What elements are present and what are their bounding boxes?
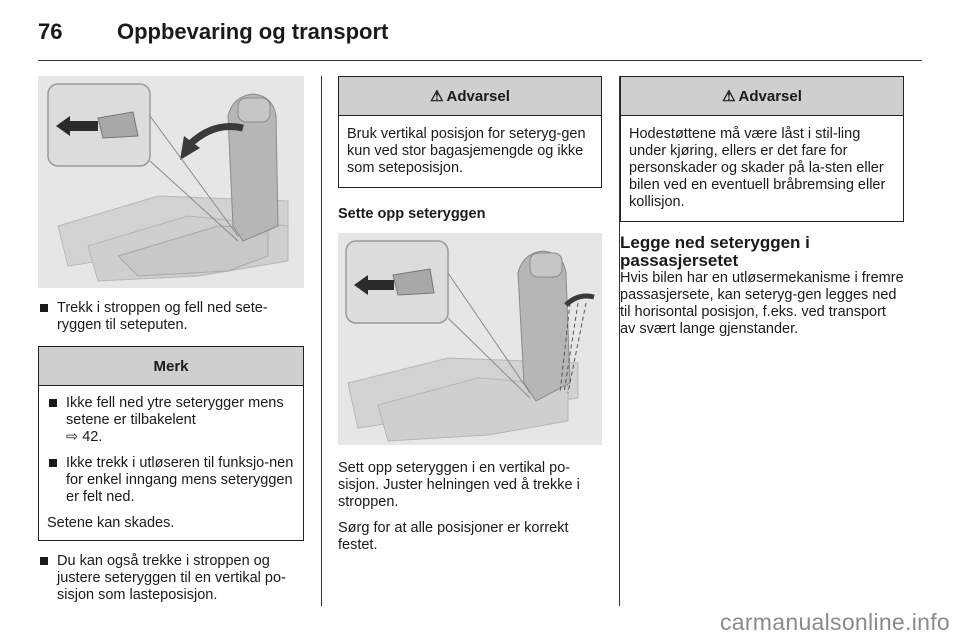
column-divider xyxy=(321,76,322,606)
column-1 xyxy=(38,76,304,604)
note-box xyxy=(38,346,304,541)
column-2 xyxy=(338,76,602,554)
seat-raise-illustration xyxy=(338,233,602,445)
warning-title xyxy=(621,77,903,116)
column-3 xyxy=(620,76,904,338)
list-item-text: Trekk i stroppen og fell ned sete-ryggen til seteputen. xyxy=(57,300,268,333)
page-number: 76 xyxy=(38,19,63,44)
note-footer: Setene kan skades. xyxy=(47,515,175,531)
bullet-square-icon xyxy=(40,557,48,565)
page-title: Oppbevaring og transport xyxy=(117,19,389,44)
list-item-text: Du kan også trekke i stroppen og justere seteryggen til en vertikal po-sisjon som lasteposisjon. xyxy=(57,553,286,603)
warning-box xyxy=(338,76,602,188)
page-reference-icon: ⇨ xyxy=(66,429,79,445)
warning-triangle-icon: ⚠ xyxy=(722,88,736,105)
warning-text: Bruk vertikal posisjon for seteryg-gen kun ved stor bagasjemengde og ikke som seteposisjon. xyxy=(347,126,586,176)
warning-box xyxy=(620,76,904,222)
paragraph: Sørg for at alle posisjoner er korrekt festet. xyxy=(338,520,569,553)
paragraph: Hvis bilen har en utløsermekanisme i fremre passasjersete, kan seteryg-gen legges ned til horisontal posisjon, f.eks. ved transport av svært lange gjenstander. xyxy=(620,270,904,337)
list-item-text: Ikke fell ned ytre seterygger mens setene er tilbakelent xyxy=(66,395,284,428)
list-item xyxy=(38,300,304,334)
warning-title-text: Advarsel xyxy=(738,87,802,105)
warning-text: Hodestøttene må være låst i stil-ling under kjøring, ellers er det fare for personskader og skader på la-sten eller bilen ved en eventuell bråbremsing eller kollisjon. xyxy=(629,126,886,210)
section-heading: Legge ned seteryggen i passasjersetet xyxy=(620,233,810,270)
list-item xyxy=(47,395,295,446)
list-item xyxy=(38,553,304,604)
note-title: Merk xyxy=(39,347,303,386)
list-item xyxy=(47,455,295,506)
subheading: Sette opp seteryggen xyxy=(338,206,486,222)
bullet-square-icon xyxy=(49,459,57,467)
bullet-square-icon xyxy=(40,304,48,312)
seat-fold-down-illustration xyxy=(38,76,304,288)
warning-title xyxy=(339,77,601,116)
page-reference[interactable]: 42. xyxy=(82,429,103,445)
warning-title-text: Advarsel xyxy=(446,87,510,105)
bullet-square-icon xyxy=(49,399,57,407)
paragraph: Sett opp seteryggen i en vertikal po-sisjon. Juster helningen ved å trekke i stroppen. xyxy=(338,460,580,510)
watermark: carmanualsonline.info xyxy=(719,609,950,635)
list-item-text: Ikke trekk i utløseren til funksjo-nen for enkel inngang mens seteryggen er felt ned. xyxy=(66,455,294,505)
warning-triangle-icon: ⚠ xyxy=(430,88,444,105)
page-header xyxy=(0,0,960,62)
header-rule xyxy=(38,60,922,61)
